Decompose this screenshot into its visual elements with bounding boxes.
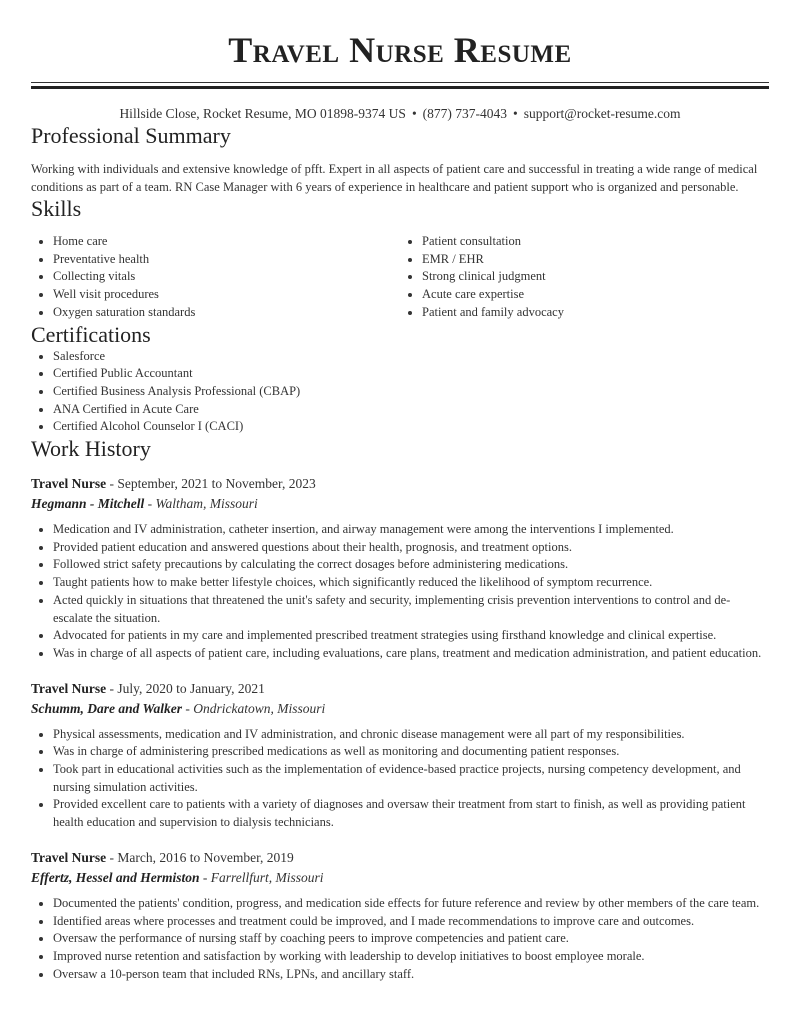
job-title: Travel Nurse [31,849,107,865]
bullet-separator: • [411,106,417,121]
job-duty: • Taught patients how to make better lifestyle choices, which significantly reduced the likelihood of symptom recurrence. [53,574,769,592]
job-title-line [31,848,769,868]
skills-list-right [400,233,769,322]
job-duty: • Advocated for patients in my care and implemented prescribed treatment strategies using firsthand knowledge and clinical expertise. [53,627,769,645]
job-title: Travel Nurse [31,476,107,492]
job-duty: • Provided patient education and answered questions about their health, prognosis, and treatment options. [53,539,769,557]
job-entry [31,848,769,984]
summary-heading: Professional Summary [31,123,231,148]
job-duty: • Oversaw a 10-person team that included RNs, LPNs, and ancillary staff. [53,966,769,984]
job-title-line [31,679,769,699]
certifications-heading: Certifications [31,321,151,347]
job-dates: - July, 2020 to January, 2021 [106,680,265,696]
contact-line [31,105,769,123]
job-company-line [31,868,769,888]
job-duty: • Physical assessments, medication and IV administration, and chronic disease management were all part of my responsibilities. [53,726,769,744]
skill-item: • Strong clinical judgment [422,268,769,286]
contact-phone: (877) 737-4043 [422,106,508,121]
certification-item: • Certified Public Accountant [53,365,769,383]
skill-item: • Home care [53,233,400,251]
certification-item: • Salesforce [53,348,769,366]
job-company: Schumm, Dare and Walker [31,700,183,716]
skill-item: • Collecting vitals [53,268,400,286]
skill-item: • Acute care expertise [422,286,769,304]
contact-address: Hillside Close, Rocket Resume, MO 01898-9374 US [119,106,406,121]
job-duties-list [31,521,769,663]
job-duty: • Was in charge of administering prescribed medications as well as monitoring and documenting patient responses. [53,743,769,761]
job-company: Effertz, Hessel and Hermiston [31,869,200,885]
job-entry [31,474,769,663]
job-duty: • Identified areas where processes and treatment could be improved, and I made recommendations to improve care and outcomes. [53,913,769,931]
job-title-line [31,474,769,494]
skills-columns [31,233,769,322]
certification-item: • Certified Business Analysis Professional (CBAP) [53,383,769,401]
certifications-list [31,348,769,437]
job-title: Travel Nurse [31,680,107,696]
certification-item: • Certified Alcohol Counselor I (CACI) [53,418,769,436]
job-dates: - March, 2016 to November, 2019 [106,849,294,865]
job-dates: - September, 2021 to November, 2023 [106,476,316,492]
job-location: - Ondrickatown, Missouri [182,700,326,716]
job-location: - Farrellfurt, Missouri [199,869,324,885]
job-duty: • Followed strict safety precautions by calculating the correct dosages before administering medications. [53,556,769,574]
skill-item: • Preventative health [53,251,400,269]
job-location: - Waltham, Missouri [144,496,258,512]
resume-title: Travel Nurse Resume [228,30,572,70]
skill-item: • Well visit procedures [53,286,400,304]
skills-list-left [31,233,400,322]
job-duty: • Medication and IV administration, catheter insertion, and airway management were among the interventions I implemented. [53,521,769,539]
job-duties-list [31,726,769,832]
skill-item: • EMR / EHR [422,251,769,269]
header-divider-thick [31,86,769,89]
job-company-line [31,494,769,514]
job-duty: • Provided excellent care to patients with a variety of diagnoses and oversaw their treatment from start to finish, as well as providing patient health education and supervision to dialysis technicians. [53,796,769,831]
summary-text: Working with individuals and extensive knowledge of pfft. Expert in all aspects of patient care and successful in treating a wide range of medical conditions as part of a team. RN Case Manager with 6 years of experience in healthcare and patient support who is organized and personable. [31,162,758,194]
skill-item: • Oxygen saturation standards [53,304,400,322]
skills-heading: Skills [31,196,82,221]
certification-item: • ANA Certified in Acute Care [53,401,769,419]
job-duty: • Improved nurse retention and satisfaction by working with leadership to develop initiatives to boost employee morale. [53,948,769,966]
job-duty: • Documented the patients' condition, progress, and medication side effects for future reference and review by other members of the care team. [53,895,769,913]
job-duties-list [31,895,769,984]
job-company: Hegmann - Mitchell [31,496,145,512]
job-duty: • Acted quickly in situations that threatened the unit's safety and security, implementing crisis prevention interventions to control and de-escalate the situation. [53,592,769,627]
skill-item: • Patient consultation [422,233,769,251]
job-company-line [31,699,769,719]
contact-email[interactable]: support@rocket-resume.com [523,106,681,121]
skill-item: • Patient and family advocacy [422,304,769,322]
work-history-heading: Work History [31,436,151,462]
job-duty: • Was in charge of all aspects of patient care, including evaluations, care plans, treatment and medication administration, and patient education. [53,645,769,663]
job-duty: • Took part in educational activities such as the implementation of evidence-based practice projects, nursing competency development, and nursing simulation activities. [53,761,769,796]
header-divider-thin [31,82,769,83]
bullet-separator: • [513,106,518,121]
job-duty: • Oversaw the performance of nursing staff by coaching peers to improve competencies and patient care. [53,930,769,948]
job-entry [31,679,769,832]
